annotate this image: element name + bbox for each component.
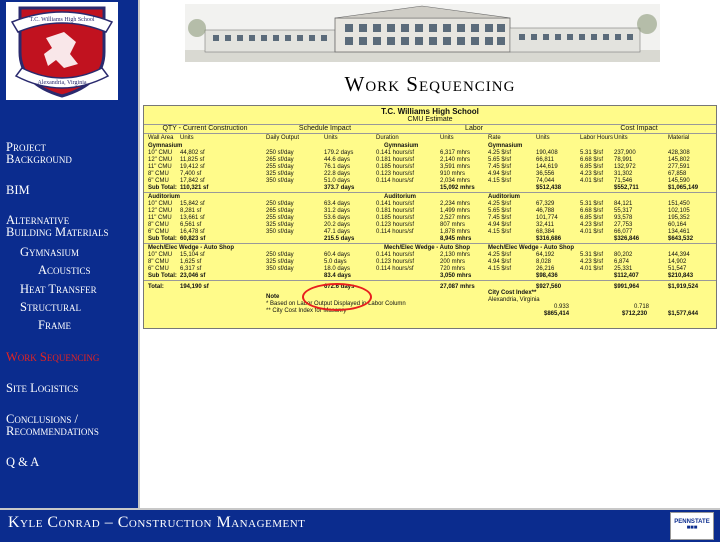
column-header: Units: [180, 135, 194, 141]
subtotal-cell: Sub Total:: [148, 185, 177, 191]
group-cost: Cost Impact: [620, 125, 658, 132]
table-cell: 66,077: [614, 229, 633, 235]
table-cell: 8,028: [536, 259, 552, 265]
total-cell: $927,560: [536, 284, 562, 290]
table-cell: 11,825 sf: [180, 157, 205, 163]
table-cell: 60,164: [668, 222, 687, 228]
total-cell: 672.6 days: [324, 284, 355, 290]
table-cell: 0.141 hours/sf: [376, 201, 415, 207]
table-cell: 1,878 mhrs: [440, 229, 471, 235]
table-cell: 93,578: [614, 215, 633, 221]
table-cell: 44.6 days: [324, 157, 351, 163]
table-cell: 6.85 $/sf: [580, 215, 604, 221]
table-cell: 1,499 mhrs: [440, 208, 471, 214]
table-cell: 5.65 $/sf: [488, 208, 512, 214]
table-cell: 4.23 $/sf: [580, 222, 604, 228]
table-cell: 350 sf/day: [266, 229, 294, 235]
table-cell: 55,317: [614, 208, 633, 214]
table-note: Note: [266, 294, 280, 300]
table-note: ** City Cost Index for Masonry: [266, 308, 347, 314]
table-cell: 0.123 hours/sf: [376, 259, 415, 265]
table-cell: 6" CMU: [148, 229, 169, 235]
subtotal-cell: $210,843: [668, 273, 694, 279]
nav-gymnasium[interactable]: Gymnasium: [20, 245, 80, 259]
table-cell: 6,561 sf: [180, 222, 202, 228]
table-cell: 7,400 sf: [180, 171, 202, 177]
table-cell: 277,591: [668, 164, 690, 170]
nav-frame[interactable]: Frame: [38, 318, 71, 332]
table-cell: 7.45 $/sf: [488, 164, 512, 170]
table-cell: 26,216: [536, 266, 555, 272]
table-cell: 134,461: [668, 229, 690, 235]
crest-text-top: T.C. Williams High School: [29, 17, 95, 23]
table-cell: 6.68 $/sf: [580, 157, 604, 163]
nav-heat-transfer[interactable]: Heat Transfer: [20, 282, 97, 296]
section-header: Mech/Elec Wedge - Auto Shop: [384, 245, 471, 251]
table-cell: 4.01 $/sf: [580, 266, 604, 272]
table-cell: 2,130 mhrs: [440, 252, 471, 258]
column-header: Duration: [376, 135, 399, 141]
table-cell: 5.31 $/sf: [580, 252, 604, 258]
table-cell: 11" CMU: [148, 215, 172, 221]
table-cell: 250 sf/day: [266, 252, 294, 258]
building-rendering-image: [185, 4, 660, 62]
table-cell: 51,547: [668, 266, 687, 272]
group-labor: Labor: [465, 125, 483, 132]
table-cell: 15,842 sf: [180, 201, 205, 207]
table-cell: 145,802: [668, 157, 690, 163]
subtotal-cell: $1,065,149: [668, 185, 699, 191]
nav-work-sequencing[interactable]: Work Sequencing: [6, 350, 100, 364]
group-qty: QTY - Current Construction: [162, 125, 248, 132]
city-cost-material-total: $865,414: [544, 311, 570, 317]
total-cell: $991,964: [614, 284, 640, 290]
table-cell: 3,591 mhrs: [440, 164, 471, 170]
subtotal-cell: $326,846: [614, 236, 640, 242]
crest-text-bottom: Alexandria, Virginia: [37, 80, 87, 86]
table-cell: 325 sf/day: [266, 222, 294, 228]
table-title: T.C. Williams High School: [381, 107, 479, 116]
table-cell: 13,661 sf: [180, 215, 205, 221]
table-cell: 8" CMU: [148, 171, 169, 177]
table-cell: 22.8 days: [324, 171, 351, 177]
table-cell: 0.181 hours/sf: [376, 157, 415, 163]
table-cell: 31.2 days: [324, 208, 351, 214]
column-header: Units: [324, 135, 338, 141]
column-header: Units: [440, 135, 454, 141]
nav-q-and-a[interactable]: Q & A: [6, 455, 40, 469]
table-note: * Based on Labor Output Displayed in Labor Column: [266, 301, 406, 307]
column-header: Daily Output: [266, 135, 300, 141]
city-cost-material-index: 0.933: [554, 304, 570, 310]
table-cell: 0.185 hours/sf: [376, 164, 415, 170]
table-cell: 807 mhrs: [440, 222, 466, 228]
presenter-footer: Kyle Conrad – Construction Management: [8, 514, 306, 531]
subtotal-cell: 15,092 mhrs: [440, 185, 475, 191]
table-cell: 67,858: [668, 171, 687, 177]
nav-bim[interactable]: BIM: [6, 183, 30, 197]
table-cell: 145,590: [668, 178, 690, 184]
table-cell: 44,802 sf: [180, 150, 205, 156]
column-header: Wall Area: [148, 135, 174, 141]
table-cell: 2,234 mhrs: [440, 201, 471, 207]
table-cell: 4.15 $/sf: [488, 266, 512, 272]
table-cell: 20.2 days: [324, 222, 351, 228]
table-cell: 7.45 $/sf: [488, 215, 512, 221]
table-cell: 4.23 $/sf: [580, 171, 604, 177]
table-cell: 4.25 $/sf: [488, 201, 512, 207]
table-cell: 0.185 hours/sf: [376, 215, 415, 221]
city-cost-labor-index: 0.718: [634, 304, 650, 310]
nav-alternative[interactable]: Alternative: [6, 213, 70, 227]
table-cell: 2,034 mhrs: [440, 178, 471, 184]
table-cell: 2,140 mhrs: [440, 157, 471, 163]
city-cost-label: City Cost Index**: [488, 290, 537, 296]
table-cell: 144,619: [536, 164, 558, 170]
table-cell: 4.01 $/sf: [580, 178, 604, 184]
subtotal-cell: 110,321 sf: [180, 185, 209, 191]
sidebar: [0, 0, 140, 540]
section-header: Mech/Elec Wedge - Auto Shop: [148, 245, 235, 251]
table-cell: 84,121: [614, 201, 633, 207]
subtotal-cell: 23,046 sf: [180, 273, 206, 279]
table-cell: 8,281 sf: [180, 208, 202, 214]
table-cell: 4.94 $/sf: [488, 259, 512, 265]
nav-project[interactable]: Project: [6, 140, 46, 154]
table-cell: 6,317 mhrs: [440, 150, 471, 156]
section-header: Gymnasium: [148, 143, 183, 149]
table-cell: 16,478 sf: [180, 229, 205, 235]
table-cell: 6" CMU: [148, 266, 169, 272]
table-cell: 66,811: [536, 157, 554, 163]
table-cell: 0.181 hours/sf: [376, 208, 415, 214]
table-cell: 265 sf/day: [266, 208, 294, 214]
nav-building-materials[interactable]: Building Materials: [6, 225, 109, 239]
table-cell: 132,972: [614, 164, 636, 170]
table-cell: 720 mhrs: [440, 266, 466, 272]
table-cell: 47.1 days: [324, 229, 351, 235]
section-header: Gymnasium: [488, 143, 523, 149]
table-cell: 10" CMU: [148, 150, 173, 156]
table-cell: 0.114 hours/sf: [376, 229, 414, 235]
table-cell: 102,105: [668, 208, 690, 214]
table-cell: 4.94 $/sf: [488, 171, 512, 177]
table-cell: 68,384: [536, 229, 555, 235]
section-header: Auditorium: [384, 194, 416, 200]
table-cell: 325 sf/day: [266, 171, 294, 177]
column-header: Labor Hours: [580, 135, 614, 141]
subtotal-cell: 3,050 mhrs: [440, 273, 472, 279]
table-cell: 910 mhrs: [440, 171, 466, 177]
subtotal-cell: Sub Total:: [148, 273, 177, 279]
table-cell: 60.4 days: [324, 252, 351, 258]
table-cell: 67,329: [536, 201, 555, 207]
table-cell: 17,842 sf: [180, 178, 205, 184]
table-cell: 10" CMU: [148, 201, 173, 207]
table-cell: 0.123 hours/sf: [376, 171, 415, 177]
subtotal-cell: Sub Total:: [148, 236, 177, 242]
total-cell: 194,190 sf: [180, 284, 209, 290]
table-cell: 265 sf/day: [266, 157, 294, 163]
table-cell: 53.6 days: [324, 215, 351, 221]
page-title: Work Sequencing: [344, 72, 516, 96]
table-cell: 31,302: [614, 171, 633, 177]
table-cell: 237,900: [614, 150, 636, 156]
subtotal-cell: $512,438: [536, 185, 562, 191]
total-cell: $1,919,524: [668, 284, 699, 290]
table-cell: 36,556: [536, 171, 555, 177]
table-cell: 1,625 sf: [180, 259, 202, 265]
table-cell: 4.25 $/sf: [488, 150, 512, 156]
table-cell: 0.141 hours/sf: [376, 150, 415, 156]
subtotal-cell: $643,532: [668, 236, 694, 242]
table-cell: 25,331: [614, 266, 633, 272]
subtotal-cell: $98,436: [536, 273, 558, 279]
table-cell: 2,527 mhrs: [440, 215, 471, 221]
subtotal-cell: 60,823 sf: [180, 236, 206, 242]
table-cell: 5.31 $/sf: [580, 201, 604, 207]
table-cell: 200 mhrs: [440, 259, 466, 265]
table-cell: 27,753: [614, 222, 633, 228]
table-cell: 6.85 $/sf: [580, 164, 604, 170]
nav-background[interactable]: Background: [6, 152, 72, 166]
table-cell: 18.0 days: [324, 266, 351, 272]
table-cell: 101,774: [536, 215, 558, 221]
table-cell: 8" CMU: [148, 259, 169, 265]
table-cell: 6,317 sf: [180, 266, 202, 272]
table-cell: 11" CMU: [148, 164, 172, 170]
table-cell: 179.2 days: [324, 150, 354, 156]
column-header: Rate: [488, 135, 501, 141]
section-header: Auditorium: [488, 194, 520, 200]
nav-structural[interactable]: Structural: [20, 300, 81, 314]
section-header: Gymnasium: [384, 143, 419, 149]
table-cell: 12" CMU: [148, 157, 173, 163]
table-cell: 76.1 days: [324, 164, 351, 170]
city-cost-grand-total: $1,577,644: [668, 311, 699, 317]
table-cell: 51.0 days: [324, 178, 351, 184]
table-cell: 0.114 hours/sf: [376, 178, 414, 184]
table-cell: 4.94 $/sf: [488, 222, 512, 228]
table-cell: 250 sf/day: [266, 150, 294, 156]
subtotal-cell: $552,711: [614, 185, 639, 191]
table-cell: 151,450: [668, 201, 690, 207]
penn-state-logo: PENNSTATE ■■■: [670, 512, 714, 540]
nav-conclusions[interactable]: Conclusions /: [6, 412, 78, 426]
table-cell: 32,411: [536, 222, 554, 228]
table-cell: 8" CMU: [148, 222, 169, 228]
table-cell: 64,192: [536, 252, 555, 258]
table-cell: 190,408: [536, 150, 558, 156]
table-cell: 325 sf/day: [266, 259, 294, 265]
table-cell: 71,546: [614, 178, 633, 184]
total-cell: Total:: [148, 284, 164, 290]
table-cell: 255 sf/day: [266, 215, 294, 221]
section-header: Mech/Elec Wedge - Auto Shop: [488, 245, 575, 251]
table-cell: 46,788: [536, 208, 555, 214]
table-cell: 6.68 $/sf: [580, 208, 604, 214]
table-cell: 4.23 $/sf: [580, 259, 604, 265]
nav-recommendations[interactable]: Recommendations: [6, 424, 99, 438]
table-cell: 15,104 sf: [180, 252, 205, 258]
table-cell: 350 sf/day: [266, 178, 294, 184]
subtotal-cell: $316,686: [536, 236, 562, 242]
group-schedule: Schedule Impact: [298, 125, 352, 132]
column-header: Units: [536, 135, 550, 141]
city-cost-location: Alexandria, Virginia: [488, 297, 540, 303]
table-cell: 5.31 $/sf: [580, 150, 604, 156]
table-cell: 0.141 hours/sf: [376, 252, 415, 258]
table-cell: 78,991: [614, 157, 633, 163]
column-header: Material: [668, 135, 690, 141]
nav-acoustics[interactable]: Acoustics: [38, 263, 91, 277]
cmu-estimate-table: [143, 105, 717, 329]
table-cell: 74,044: [536, 178, 555, 184]
table-cell: 5.0 days: [324, 259, 347, 265]
table-cell: 10" CMU: [148, 252, 173, 258]
column-header: Units: [614, 135, 628, 141]
subtotal-cell: 8,945 mhrs: [440, 236, 472, 242]
table-subtitle: CMU Estimate: [407, 116, 453, 123]
highlight-circle-total-duration: [302, 283, 372, 311]
table-cell: 19,412 sf: [180, 164, 205, 170]
table-cell: 255 sf/day: [266, 164, 294, 170]
table-cell: 195,352: [668, 215, 690, 221]
table-cell: 0.114 hours/sf: [376, 266, 414, 272]
table-cell: 4.01 $/sf: [580, 229, 604, 235]
table-cell: 250 sf/day: [266, 201, 294, 207]
table-cell: 350 sf/day: [266, 266, 294, 272]
table-cell: 0.123 hours/sf: [376, 222, 415, 228]
table-cell: 6,874: [614, 259, 630, 265]
table-cell: 4.15 $/sf: [488, 178, 512, 184]
total-cell: 27,087 mhrs: [440, 284, 475, 290]
school-crest-logo: [6, 2, 118, 100]
subtotal-cell: 83.4 days: [324, 273, 352, 279]
table-cell: 63.4 days: [324, 201, 351, 207]
subtotal-cell: $112,407: [614, 273, 639, 279]
table-cell: 80,202: [614, 252, 633, 258]
table-cell: 4.15 $/sf: [488, 229, 512, 235]
table-cell: 144,394: [668, 252, 690, 258]
table-cell: 14,902: [668, 259, 687, 265]
nav-site-logistics[interactable]: Site Logistics: [6, 381, 79, 395]
city-cost-labor-total: $712,230: [622, 311, 648, 317]
subtotal-cell: 373.7 days: [324, 185, 355, 191]
table-cell: 4.25 $/sf: [488, 252, 512, 258]
subtotal-cell: 215.5 days: [324, 236, 355, 242]
table-cell: 5.65 $/sf: [488, 157, 512, 163]
table-cell: 12" CMU: [148, 208, 173, 214]
table-cell: 428,308: [668, 150, 690, 156]
section-header: Auditorium: [148, 194, 180, 200]
table-cell: 6" CMU: [148, 178, 169, 184]
